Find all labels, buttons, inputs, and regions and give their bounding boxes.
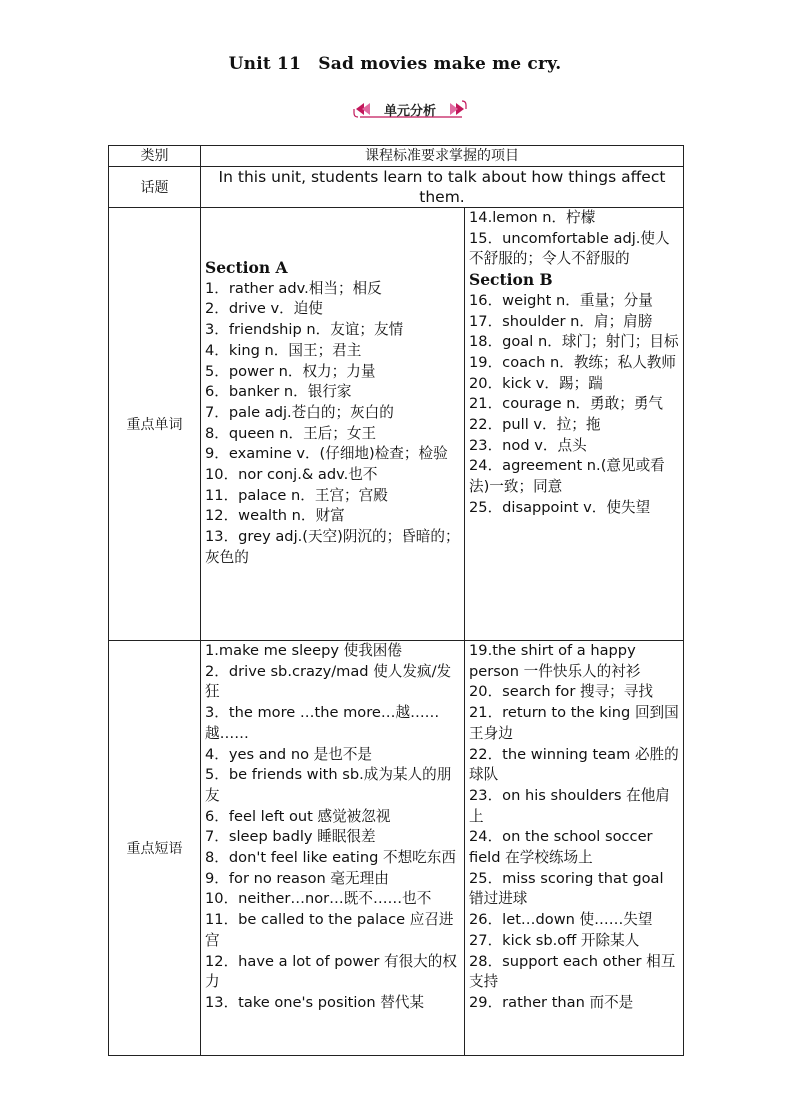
list-item: 3．the more …the more…越……越……: [205, 704, 440, 742]
list-item: 23．nod v．点头: [469, 436, 587, 454]
phrases-right-column: [465, 641, 684, 1056]
unit-analysis-table: [108, 145, 684, 1056]
list-item: 6．feel left out 感觉被忽视: [205, 807, 391, 825]
list-item: 11．be called to the palace 应召进宫: [205, 911, 454, 949]
list-item: 7．pale adj.苍白的；灰白的: [205, 403, 394, 421]
list-item: 15．uncomfortable adj.使人不舒服的；令人不舒服的: [469, 229, 670, 268]
words-right-column: [465, 208, 684, 641]
header-category: 类别: [109, 146, 201, 167]
list-item: 22．pull v．拉；拖: [469, 416, 601, 434]
list-item: 17．shoulder n．肩；肩膀: [469, 312, 653, 330]
list-item: 24．on the school soccer field 在学校练场上: [469, 828, 653, 867]
words-label: 重点单词: [109, 208, 201, 641]
list-item: 14.lemon n．柠檬: [469, 209, 596, 226]
list-item: 20．kick v．踢；踹: [469, 374, 603, 392]
list-item: 8．don't feel like eating 不想吃东西: [205, 849, 456, 867]
list-item: 25．disappoint v．使失望: [469, 498, 651, 516]
list-item: 6．banker n．银行家: [205, 383, 352, 401]
list-item: 7．sleep badly 睡眠很差: [205, 828, 376, 846]
list-item: 22．the winning team 必胜的球队: [469, 745, 679, 784]
list-item: 24．agreement n.(意见或看法)一致；同意: [469, 457, 665, 496]
list-item: Section B: [469, 270, 553, 290]
list-item: 26．let…down 使……失望: [469, 911, 653, 929]
page-title: Unit 11 Sad movies make me cry.: [228, 54, 562, 74]
list-item: 8．queen n．王后；女王: [205, 424, 377, 442]
list-item: 5．be friends with sb.成为某人的朋友: [205, 766, 452, 804]
list-item: 9．for no reason 毫无理由: [205, 869, 389, 887]
list-item: 21．return to the king 回到国王身边: [469, 704, 679, 742]
list-item: 1．rather adv.相当；相反: [205, 279, 382, 297]
list-item: 25．miss scoring that goal 错过进球: [469, 869, 664, 908]
list-item: 16．weight n．重量；分量: [469, 291, 653, 309]
section-badge: [352, 99, 468, 119]
list-item: 18．goal n．球门；射门；目标: [469, 333, 679, 351]
phrases-label: 重点短语: [109, 641, 201, 1056]
list-item: 13．take one's position 替代某: [205, 993, 425, 1011]
list-item: 5．power n．权力；力量: [205, 362, 376, 380]
badge-label: 单元分析: [383, 104, 436, 119]
topic-row: [109, 167, 684, 208]
list-item: 9．examine v．(仔细地)检查；检验: [205, 445, 448, 463]
phrases-row: [109, 641, 684, 1056]
list-item: 21．courage n．勇敢；勇气: [469, 395, 664, 413]
list-item: 27．kick sb.off 开除某人: [469, 931, 640, 949]
list-item: 10．neither…nor…既不……也不: [205, 890, 432, 908]
list-item: 10．nor conj.& adv.也不: [205, 466, 378, 484]
words-row: [109, 208, 684, 641]
list-item: 28．support each other 相互支持: [469, 952, 676, 991]
topic-text: In this unit, students learn to talk about how things affect them.: [201, 167, 684, 208]
list-item: 19.the shirt of a happy person 一件快乐人的衬衫: [469, 642, 641, 680]
phrases-left-column: [201, 641, 465, 1056]
list-item: 4．yes and no 是也不是: [205, 745, 373, 763]
list-item: 19．coach n．教练；私人教师: [469, 353, 676, 371]
list-item: 23．on his shoulders 在他肩上: [469, 786, 670, 825]
list-item: 3．friendship n．友谊；友情: [205, 321, 404, 339]
list-item: 4．king n．国王；君主: [205, 341, 362, 359]
list-item: 29．rather than 而不是: [469, 993, 634, 1011]
list-item: 13．grey adj.(天空)阴沉的；昏暗的；灰色的: [205, 528, 460, 566]
list-item: 1.make me sleepy 使我困倦: [205, 642, 402, 659]
list-item: Section A: [205, 258, 288, 277]
words-left-column: [201, 208, 465, 641]
table-header-row: [109, 146, 684, 167]
list-item: 2．drive v．迫使: [205, 300, 323, 318]
topic-label: 话题: [109, 167, 201, 208]
list-item: 2．drive sb.crazy/mad 使人发疯/发狂: [205, 662, 452, 701]
header-items: 课程标准要求掌握的项目: [201, 146, 684, 167]
list-item: 11．palace n．王宫；宫殿: [205, 486, 388, 504]
list-item: 12．wealth n．财富: [205, 507, 345, 525]
list-item: 12．have a lot of power 有很大的权力: [205, 952, 457, 991]
list-item: 20．search for 搜寻；寻找: [469, 683, 653, 701]
